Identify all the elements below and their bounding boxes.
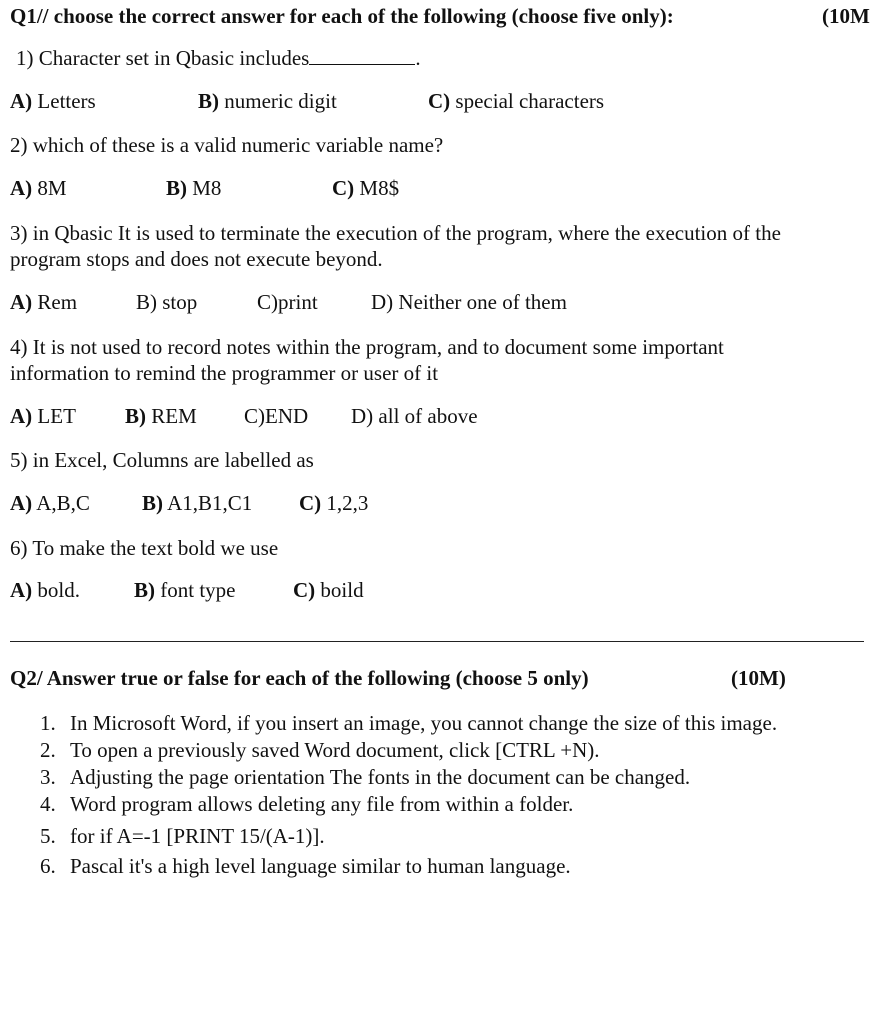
question-3-stem-line-2: program stops and does not execute beyond. <box>10 247 383 271</box>
q6-option-b: B) font type <box>134 578 236 602</box>
q3-option-d: D) Neither one of them <box>371 290 567 314</box>
tf-item-text: In Microsoft Word, if you insert an image, you cannot change the size of this image. <box>70 711 778 735</box>
question-2-stem: 2) which of these is a valid numeric variable name? <box>10 133 444 157</box>
q5-option-b: B) A1,B1,C1 <box>142 491 253 515</box>
q1-option-b: B) numeric digit <box>198 89 337 113</box>
tf-item-text: for if A=-1 [PRINT 15/(A-1)]. <box>70 824 325 848</box>
question-4-stem-line-1: 4) It is not used to record notes within the program, and to document some important <box>10 335 724 359</box>
question-1-end: . <box>415 46 421 70</box>
tf-item-text: Word program allows deleting any file from within a folder. <box>70 792 574 816</box>
q1-option-a: A) Letters <box>10 89 96 113</box>
tf-item-text: Pascal it's a high level language similar to human language. <box>70 854 571 878</box>
tf-item-text: Adjusting the page orientation The fonts in the document can be changed. <box>70 765 691 789</box>
q3-option-a: A) Rem <box>10 290 78 314</box>
q6-option-a: A) bold. <box>10 578 81 602</box>
q2-marks: (10M) <box>731 666 786 690</box>
q3-option-b: B) stop <box>136 290 198 314</box>
q2-title: Q2/ Answer true or false for each of the following (choose 5 only) <box>10 666 589 690</box>
q2-option-b: B) M8 <box>166 176 222 200</box>
q1-marks: (10M <box>822 4 870 28</box>
answer-blank <box>309 46 415 65</box>
question-1-stem <box>16 45 421 71</box>
question-6-stem: 6) To make the text bold we use <box>10 536 279 560</box>
question-5-stem: 5) in Excel, Columns are labelled as <box>10 448 314 472</box>
tf-item-number: 3. <box>40 765 56 789</box>
tf-item-number: 2. <box>40 738 56 762</box>
tf-item-number: 6. <box>40 854 56 878</box>
q5-option-c: C) 1,2,3 <box>299 491 369 515</box>
question-1-text: 1) Character set in Qbasic includes <box>16 46 310 70</box>
tf-item-text: To open a previously saved Word document, click [CTRL +N). <box>70 738 600 762</box>
tf-item-number: 1. <box>40 711 56 735</box>
q4-option-d: D) all of above <box>351 404 478 428</box>
q1-option-c: C) special characters <box>428 89 605 113</box>
q2-option-c: C) M8$ <box>332 176 400 200</box>
question-3-stem-line-1: 3) in Qbasic It is used to terminate the execution of the program, where the execution of the <box>10 221 781 245</box>
q4-option-c: C)END <box>244 404 309 428</box>
q6-option-c: C) boild <box>293 578 364 602</box>
q4-option-b: B) REM <box>125 404 197 428</box>
section-divider <box>10 641 864 642</box>
q2-option-a: A) 8M <box>10 176 67 200</box>
q3-option-c: C)print <box>257 290 318 314</box>
tf-item-number: 5. <box>40 824 56 848</box>
q1-title: Q1// choose the correct answer for each of the following (choose five only): <box>10 4 674 28</box>
question-4-stem-line-2: information to remind the programmer or user of it <box>10 361 439 385</box>
tf-item-number: 4. <box>40 792 56 816</box>
q5-option-a: A) A,B,C <box>10 491 90 515</box>
q4-option-a: A) LET <box>10 404 76 428</box>
